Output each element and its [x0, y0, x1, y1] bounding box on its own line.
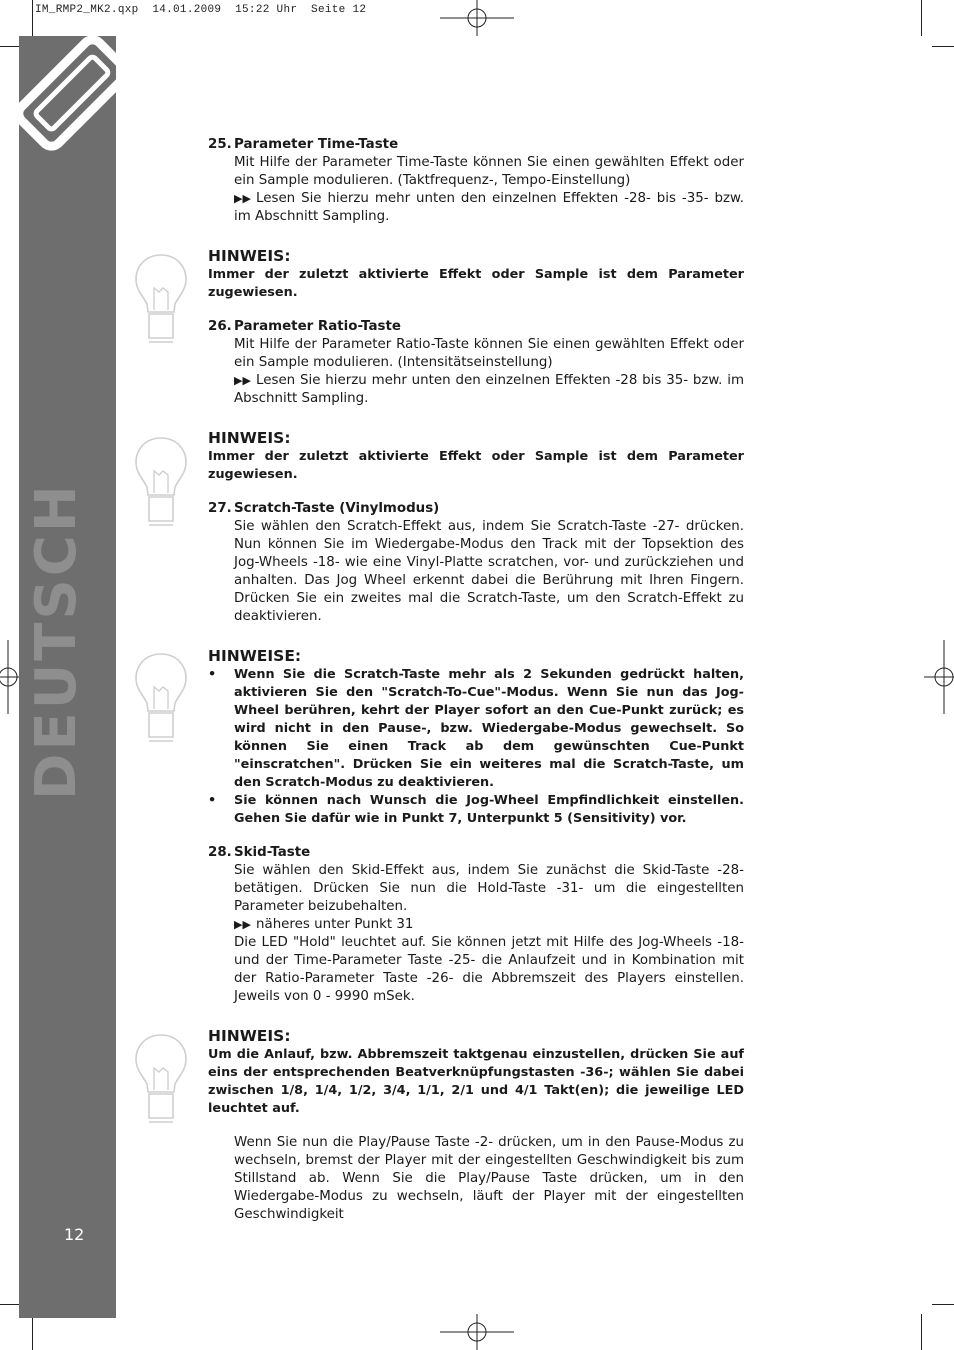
note-title: HINWEISE:: [208, 647, 302, 665]
brand-logo-icon: [19, 36, 116, 166]
bullet-text: Sie können nach Wunsch die Jog-Wheel Empfindlichkeit einstellen. Gehen Sie dafür wie in Punkt 7, Unterpunkt 5 (Sensitivity) vor.: [234, 793, 744, 826]
bullet-text: Wenn Sie die Scratch-Taste mehr als 2 Sekunden gedrückt halten, aktivieren Sie den "Scratch-To-Cue"-Modus. Wenn Sie nun das Jog-Wheel berühren, kehrt der Player sofort an den Cue-Punkt zurück; es wird nicht in den Pause-, bzw. Wiedergabe-Modus gewechselt. So können Sie einen Track ab dem gewünschten Cue-Punkt "einscratchen". Drücken Sie ein weiteres mal die Scratch-Taste, um den Scratch-Modus zu deaktivieren.: [234, 667, 744, 790]
registration-mark-bottom: [440, 1314, 514, 1350]
language-label: DEUTSCH: [24, 482, 89, 800]
section-body-final: Wenn Sie nun die Play/Pause Taste -2- drücken, um in den Pause-Modus zu wechseln, bremst der Player mit der eingestellten Geschwindigkeit bis zum Stillstand ab. Wenn Sie die Play/Pause Taste drücken, um in den Wiedergabe-Modus zu wechseln, läuft der Player mit der eingestellten Geschwindigkeit: [234, 1135, 744, 1222]
section-25: [208, 136, 744, 226]
lightbulb-icon: [133, 435, 189, 527]
print-file-info: IM_RMP2_MK2.qxp 14.01.2009 15:22 Uhr Seite 12: [35, 4, 367, 16]
section-title: [208, 844, 744, 862]
section-title-text: Skid-Taste: [234, 845, 311, 860]
note-bullet-list: [208, 666, 744, 828]
section-reference: [234, 372, 744, 408]
section-body: Sie wählen den Scratch-Effekt aus, indem Sie Scratch-Taste -27- drücken. Nun können Sie im Wiedergabe-Modus den Track mit der Topsektion des Jog-Wheels -18- wie eine Vinyl-Platte scratchen, vor- und zurückziehen und anhalten. Das Jog Wheel erkennt dabei die Berührung mit Ihren Fingern. Drücken Sie ein zweites mal die Scratch-Taste, um den Scratch-Effekt zu deaktivieren.: [234, 519, 744, 624]
section-title: [208, 318, 744, 336]
note-body: Um die Anlauf, bzw. Abbremszeit taktgenau einzustellen, drücken Sie auf eins der entsprechenden Beatverknüpfungstasten -36-; wählen Sie dabei zwischen 1/8, 1/4, 1/2, 3/4, 1/1, 2/1 und 4/1 Takt(en); die jeweilige LED leuchtet auf.: [208, 1047, 744, 1116]
section-title: [208, 500, 744, 518]
list-item: [208, 666, 744, 792]
lightbulb-icon: [133, 252, 189, 344]
section-28: [208, 844, 744, 1006]
reference-text: Lesen Sie hierzu mehr unten den einzelnen Effekten -28- bis -35- bzw. im Abschnitt Sampling.: [234, 191, 744, 224]
section-body: Mit Hilfe der Parameter Ratio-Taste können Sie einen gewählten Effekt oder ein Sample modulieren. (Intensitätseinstellung): [234, 337, 744, 370]
bullet-icon: •: [208, 667, 217, 682]
note-title: HINWEIS:: [208, 1027, 291, 1045]
section-body-continued: Die LED "Hold" leuchtet auf. Sie können jetzt mit Hilfe des Jog-Wheels -18- und der Time-Parameter Taste -25- die Anlaufzeit und in Kombination mit der Ratio-Parameter Taste -26- die Abbremszeit des Players einstellen. Jeweils von 0 - 9990 mSek.: [234, 935, 744, 1004]
section-26: [208, 318, 744, 408]
note-body: Immer der zuletzt aktivierte Effekt oder Sample ist dem Parameter zugewiesen.: [208, 267, 744, 300]
section-number: 27.: [208, 501, 232, 516]
section-body: Mit Hilfe der Parameter Time-Taste können Sie einen gewählten Effekt oder ein Sample modulieren. (Taktfrequenz-, Tempo-Einstellung): [234, 155, 744, 188]
section-27: [208, 500, 744, 626]
page-number: 12: [64, 1225, 85, 1244]
section-body: Sie wählen den Skid-Effekt aus, indem Sie zunächst die Skid-Taste -28- betätigen. Drücken Sie nun die Hold-Taste -31- um die eingestellten Parameter beizubehalten.: [234, 863, 744, 914]
section-title-text: Parameter Time-Taste: [234, 137, 399, 152]
note-title: HINWEIS:: [208, 247, 291, 265]
bullet-icon: •: [208, 793, 217, 808]
list-item: [208, 792, 744, 828]
reference-text: näheres unter Punkt 31: [256, 917, 414, 932]
registration-mark-top: [440, 0, 514, 36]
lightbulb-icon: [133, 1032, 189, 1124]
lightbulb-icon: [133, 651, 189, 743]
section-title-text: Parameter Ratio-Taste: [234, 319, 401, 334]
note-body: Immer der zuletzt aktivierte Effekt oder Sample ist dem Parameter zugewiesen.: [208, 449, 744, 482]
section-title: [208, 136, 744, 154]
section-reference: [234, 190, 744, 226]
registration-mark-right: [924, 640, 954, 714]
double-arrow-icon: ▶▶: [234, 918, 251, 931]
section-title-text: Scratch-Taste (Vinylmodus): [234, 501, 440, 516]
section-number: 26.: [208, 319, 232, 334]
double-arrow-icon: ▶▶: [234, 192, 251, 205]
section-number: 25.: [208, 137, 232, 152]
reference-text: Lesen Sie hierzu mehr unten den einzelnen Effekten -28 bis 35- bzw. im Abschnitt Sampling.: [234, 373, 744, 406]
section-number: 28.: [208, 845, 232, 860]
manual-content: [208, 136, 744, 1224]
section-reference: [234, 916, 744, 934]
double-arrow-icon: ▶▶: [234, 374, 251, 387]
note-title: HINWEIS:: [208, 429, 291, 447]
